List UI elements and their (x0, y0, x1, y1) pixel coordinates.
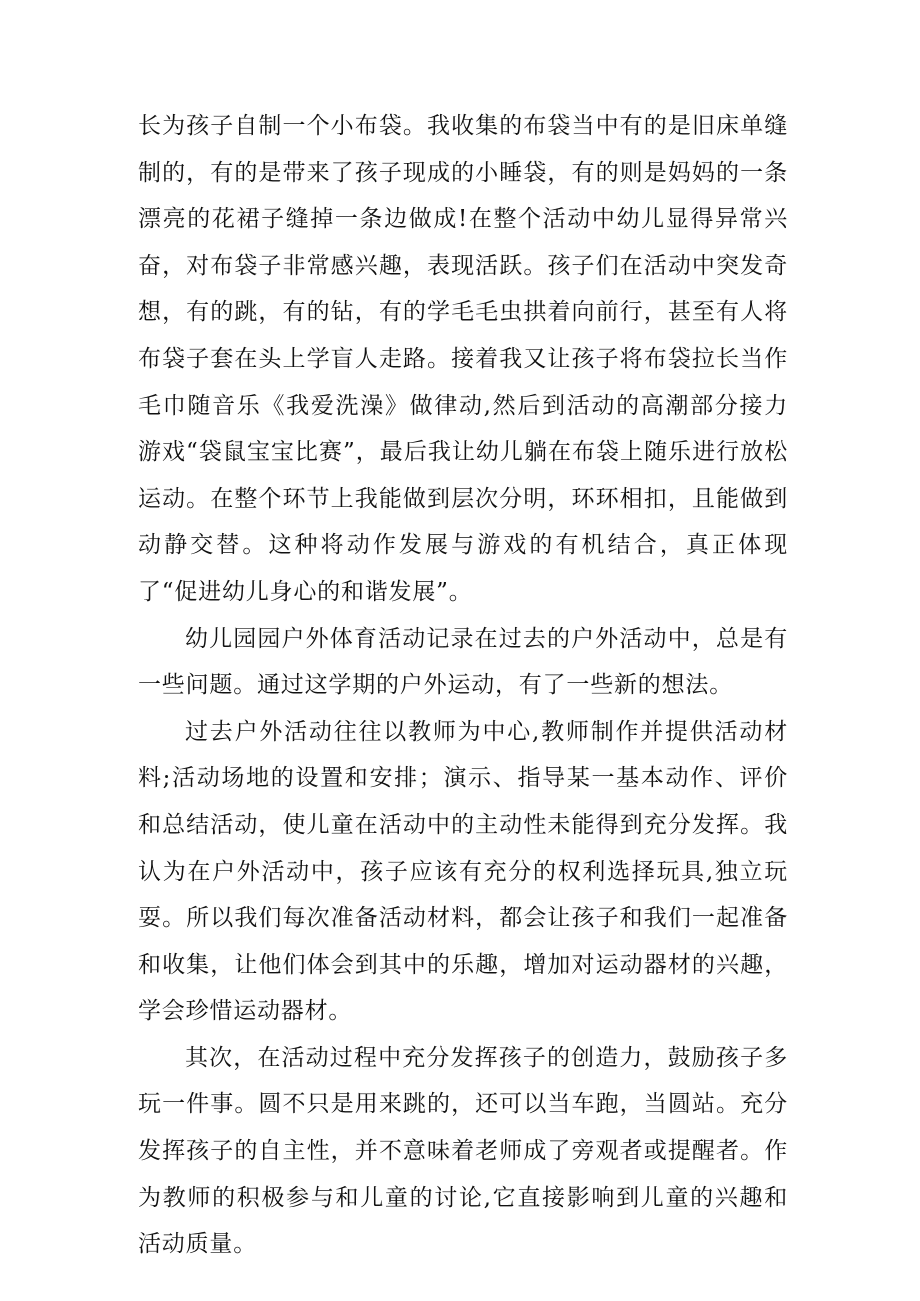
paragraph-continued: 长为孩子自制一个小布袋。我收集的布袋当中有的是旧床单缝制的，有的是带来了孩子现成的小睡袋，有的则是妈妈的一条漂亮的花裙子缝掉一条边做成!在整个活动中幼儿显得异常兴奋，对布袋子非常感兴趣，表现活跃。孩子们在活动中突发奇想，有的跳，有的钻，有的学毛毛虫拱着向前行，甚至有人将布袋子套在头上学盲人走路。接着我又让孩子将布袋拉长当作毛巾随音乐《我爱洗澡》做律动,然后到活动的高潮部分接力游戏“袋鼠宝宝比赛”，最后我让幼儿躺在布袋上随乐进行放松运动。在整个环节上我能做到层次分明，环环相扣，且能做到动静交替。这种将动作发展与游戏的有机结合，真正体现了“促进幼儿身心的和谐发展”。 (138, 113, 788, 605)
paragraph-teacher-centered: 过去户外活动往往以教师为中心,教师制作并提供活动材料;活动场地的设置和安排；演示、指导某一基本动作、评价和总结活动，使儿童在活动中的主动性未能得到充分发挥。我认为在户外活动中，孩子应该有充分的权利选择玩具,独立玩耍。所以我们每次准备活动材料，都会让孩子和我们一起准备和收集，让他们体会到其中的乐趣，增加对运动器材的兴趣，学会珍惜运动器材。 (138, 718, 788, 1025)
paragraph-creativity: 其次，在活动过程中充分发挥孩子的创造力，鼓励孩子多玩一件事。圆不只是用来跳的，还可以当车跑，当圆站。充分发挥孩子的自主性，并不意味着老师成了旁观者或提醒者。作为教师的积极参与和儿童的讨论,它直接影响到儿童的兴趣和活动质量。 (138, 1044, 788, 1258)
document-page (138, 103, 788, 1268)
paragraph-outdoor-record: 幼儿园园户外体育活动记录在过去的户外活动中，总是有一些问题。通过这学期的户外运动，有了一些新的想法。 (138, 625, 788, 699)
